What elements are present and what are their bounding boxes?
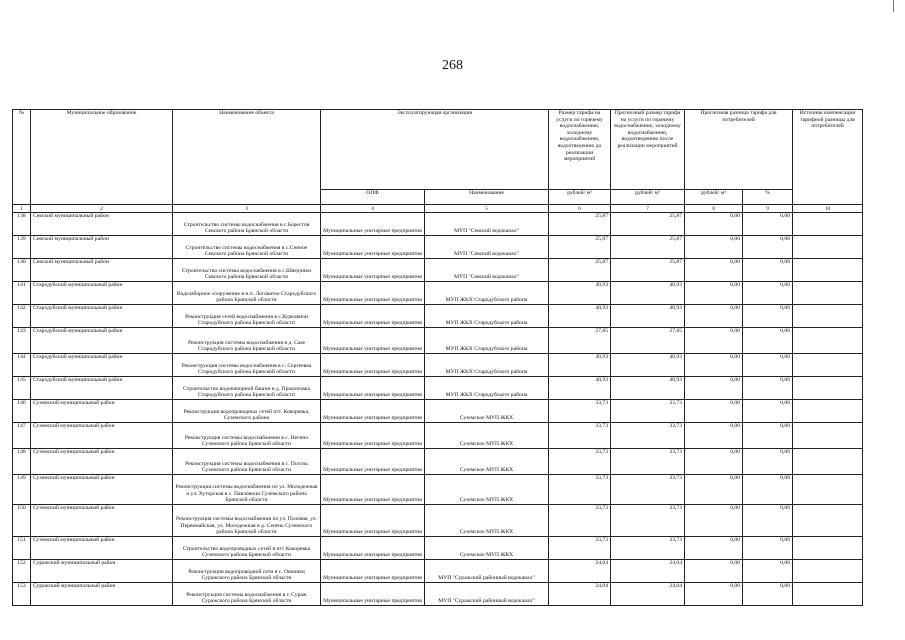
opf-cell: Муниципальные унитарные предприятия bbox=[321, 377, 425, 400]
object-cell: Реконструкция системы водоснабжения в г. Сураж Суражского района Брянской области bbox=[173, 583, 321, 606]
municipality-cell: Суражский муниципальный район bbox=[31, 560, 173, 583]
column-number-row bbox=[13, 205, 863, 213]
row-number: 138 bbox=[13, 213, 31, 236]
organization-cell: Суземское МУП ЖКХ bbox=[425, 423, 549, 449]
opf-cell: Муниципальные унитарные предприятия bbox=[321, 475, 425, 505]
forecast-cell: 25,87 bbox=[611, 236, 685, 259]
forecast-cell: 33,73 bbox=[611, 475, 685, 505]
difference-cell: 0,00 bbox=[685, 259, 743, 282]
forecast-cell: 27,85 bbox=[611, 328, 685, 354]
municipality-cell: Стародубский муниципальный район bbox=[31, 282, 173, 305]
difference-cell: 0,00 bbox=[685, 354, 743, 377]
opf-cell: Муниципальные унитарные предприятия bbox=[321, 259, 425, 282]
opf-cell: Муниципальные унитарные предприятия bbox=[321, 583, 425, 606]
source-cell bbox=[793, 282, 863, 305]
organization-cell: МУП "Севский водоканал" bbox=[425, 236, 549, 259]
column-number: 5 bbox=[425, 205, 549, 213]
forecast-cell: 40,93 bbox=[611, 377, 685, 400]
table-row bbox=[13, 583, 863, 606]
difference-cell: 0,00 bbox=[685, 423, 743, 449]
row-number: 143 bbox=[13, 328, 31, 354]
table-row bbox=[13, 282, 863, 305]
table-row bbox=[13, 236, 863, 259]
organization-cell: Суземское МУП ЖКХ bbox=[425, 537, 549, 560]
opf-cell: Муниципальные унитарные предприятия bbox=[321, 423, 425, 449]
organization-cell: МУП "Суражский районный водоканал" bbox=[425, 583, 549, 606]
table-row bbox=[13, 377, 863, 400]
opf-cell: Муниципальные унитарные предприятия bbox=[321, 213, 425, 236]
object-cell: Строительство водонапорной башни в д. Прокоповка Стародубского района Брянской области bbox=[173, 377, 321, 400]
header-unit-forecast: рублей/ м³ bbox=[611, 190, 685, 205]
difference-cell: 0,00 bbox=[685, 505, 743, 537]
source-cell bbox=[793, 400, 863, 423]
header-tariff: Размер тарифа на услуги по горячему водоснабжению, холодному водоснабжению, водоотведению до реализации мероприятий bbox=[549, 110, 611, 190]
municipality-cell: Стародубский муниципальный район bbox=[31, 328, 173, 354]
percent-cell: 0,00 bbox=[743, 400, 793, 423]
object-cell: Реконструкция водопроводных сетей пгт. Кокоревка, Суземского района bbox=[173, 400, 321, 423]
object-cell: Водозаборное сооружение в н.п. Логоватое Стародубского района Брянской области bbox=[173, 282, 321, 305]
column-number: 8 bbox=[685, 205, 743, 213]
forecast-cell: 40,93 bbox=[611, 354, 685, 377]
difference-cell: 0,00 bbox=[685, 583, 743, 606]
object-cell: Строительство системы водоснабжения в с.Шведчики Севского района Брянской области bbox=[173, 259, 321, 282]
tariff-cell: 33,73 bbox=[549, 505, 611, 537]
source-cell bbox=[793, 213, 863, 236]
table-row bbox=[13, 423, 863, 449]
opf-cell: Муниципальные унитарные предприятия bbox=[321, 282, 425, 305]
object-cell: Строительство системы водоснабжения в с.Берестов Севского района Брянской области bbox=[173, 213, 321, 236]
organization-cell: МУП ЖКХ Стародубского района bbox=[425, 354, 549, 377]
organization-cell: МУП "Севский водоканал" bbox=[425, 259, 549, 282]
table-body bbox=[13, 213, 863, 606]
organization-cell: Суземское МУП ЖКХ bbox=[425, 400, 549, 423]
municipality-cell: Суземский муниципальный район bbox=[31, 449, 173, 475]
municipality-cell: Севский муниципальный район bbox=[31, 213, 173, 236]
municipality-cell: Стародубский муниципальный район bbox=[31, 377, 173, 400]
tariff-table bbox=[12, 109, 863, 606]
organization-cell: МУП ЖКХ Стародубского района bbox=[425, 328, 549, 354]
tariff-cell: 40,93 bbox=[549, 282, 611, 305]
row-number: 139 bbox=[13, 236, 31, 259]
percent-cell: 0,00 bbox=[743, 377, 793, 400]
source-cell bbox=[793, 423, 863, 449]
organization-cell: Суземское МУП ЖКХ bbox=[425, 449, 549, 475]
difference-cell: 0,00 bbox=[685, 400, 743, 423]
header-forecast: Прогнозный размер тарифа на услуги по горячему водоснабжению, холодному водоснабжению, водоотведению после реализации мероприятий bbox=[611, 110, 685, 190]
difference-cell: 0,00 bbox=[685, 305, 743, 328]
difference-cell: 0,00 bbox=[685, 537, 743, 560]
table-row bbox=[13, 475, 863, 505]
row-number: 148 bbox=[13, 449, 31, 475]
organization-cell: МУП ЖКХ Стародубского района bbox=[425, 305, 549, 328]
source-cell bbox=[793, 505, 863, 537]
tariff-cell: 40,93 bbox=[549, 354, 611, 377]
source-cell bbox=[793, 537, 863, 560]
object-cell: Реконструкция водопроводной сети в с. Овчинец Суражского района Брянской области bbox=[173, 560, 321, 583]
header-opf: ОПФ bbox=[321, 190, 425, 205]
difference-cell: 0,00 bbox=[685, 213, 743, 236]
percent-cell: 0,00 bbox=[743, 213, 793, 236]
opf-cell: Муниципальные унитарные предприятия bbox=[321, 537, 425, 560]
forecast-cell: 33,73 bbox=[611, 505, 685, 537]
tariff-cell: 33,73 bbox=[549, 475, 611, 505]
table-row bbox=[13, 400, 863, 423]
percent-cell: 0,00 bbox=[743, 259, 793, 282]
object-cell: Строительство водопроводных сетей в пгт Кокоревка Суземского района Брянской области bbox=[173, 537, 321, 560]
opf-cell: Муниципальные унитарные предприятия bbox=[321, 354, 425, 377]
organization-cell: Суземское МУП ЖКХ bbox=[425, 475, 549, 505]
row-number: 144 bbox=[13, 354, 31, 377]
object-cell: Реконструкция системы водоснабжения в с. Сергеевка Стародубского района Брянской области bbox=[173, 354, 321, 377]
difference-cell: 0,00 bbox=[685, 449, 743, 475]
source-cell bbox=[793, 236, 863, 259]
tariff-cell: 33,73 bbox=[549, 400, 611, 423]
percent-cell: 0,00 bbox=[743, 305, 793, 328]
forecast-cell: 33,73 bbox=[611, 423, 685, 449]
table-row bbox=[13, 505, 863, 537]
column-number: 10 bbox=[793, 205, 863, 213]
column-number: 7 bbox=[611, 205, 685, 213]
municipality-cell: Суражский муниципальный район bbox=[31, 583, 173, 606]
forecast-cell: 24,04 bbox=[611, 583, 685, 606]
opf-cell: Муниципальные унитарные предприятия bbox=[321, 400, 425, 423]
opf-cell: Муниципальные унитарные предприятия bbox=[321, 328, 425, 354]
forecast-cell: 24,04 bbox=[611, 560, 685, 583]
row-number: 151 bbox=[13, 537, 31, 560]
header-unit-tariff: рублей/ м³ bbox=[549, 190, 611, 205]
header-operator: Эксплуатирующая организация bbox=[321, 110, 549, 190]
percent-cell: 0,00 bbox=[743, 583, 793, 606]
header-percent: % bbox=[743, 190, 793, 205]
header-object: Наименование объекта bbox=[173, 110, 321, 205]
percent-cell: 0,00 bbox=[743, 449, 793, 475]
organization-cell: МУП "Севский водоканал" bbox=[425, 213, 549, 236]
source-cell bbox=[793, 475, 863, 505]
object-cell: Реконструкция системы водоснабжения в д. Case Стародубского района Брянской области bbox=[173, 328, 321, 354]
column-number: 6 bbox=[549, 205, 611, 213]
percent-cell: 0,00 bbox=[743, 537, 793, 560]
percent-cell: 0,00 bbox=[743, 328, 793, 354]
organization-cell: МУП ЖКХ Стародубского района bbox=[425, 282, 549, 305]
source-cell bbox=[793, 583, 863, 606]
forecast-cell: 40,93 bbox=[611, 305, 685, 328]
table-row bbox=[13, 354, 863, 377]
forecast-cell: 25,87 bbox=[611, 259, 685, 282]
object-cell: Строительство системы водоснабжения в с.Сеннoe Севского района Брянской области bbox=[173, 236, 321, 259]
percent-cell: 0,00 bbox=[743, 505, 793, 537]
forecast-cell: 40,93 bbox=[611, 282, 685, 305]
row-number: 146 bbox=[13, 400, 31, 423]
row-number: 145 bbox=[13, 377, 31, 400]
tariff-cell: 25,87 bbox=[549, 213, 611, 236]
header-municipality: Муниципальное образование bbox=[31, 110, 173, 205]
tariff-cell: 25,87 bbox=[549, 236, 611, 259]
row-number: 140 bbox=[13, 259, 31, 282]
header-no: № bbox=[13, 110, 31, 205]
column-number: 1 bbox=[13, 205, 31, 213]
municipality-cell: Суземский муниципальный район bbox=[31, 400, 173, 423]
tariff-cell: 40,93 bbox=[549, 305, 611, 328]
opf-cell: Муниципальные унитарные предприятия bbox=[321, 305, 425, 328]
header-difference: Прогнозная разница тарифа для потребителей bbox=[685, 110, 793, 190]
municipality-cell: Стародубский муниципальный район bbox=[31, 305, 173, 328]
object-cell: Реконструкция системы водоснабжения в с. Негино Суземского района Брянской области bbox=[173, 423, 321, 449]
municipality-cell: Суземский муниципальный район bbox=[31, 423, 173, 449]
table-row bbox=[13, 213, 863, 236]
source-cell bbox=[793, 305, 863, 328]
row-number: 141 bbox=[13, 282, 31, 305]
difference-cell: 0,00 bbox=[685, 560, 743, 583]
header-unit-difference: рублей/ м³ bbox=[685, 190, 743, 205]
object-cell: Реконструкция системы водоснабжения в с. Поголь Суземского района Брянской области bbox=[173, 449, 321, 475]
organization-cell: МУП ЖКХ Стародубского района bbox=[425, 377, 549, 400]
forecast-cell: 33,73 bbox=[611, 449, 685, 475]
column-number: 3 bbox=[173, 205, 321, 213]
opf-cell: Муниципальные унитарные предприятия bbox=[321, 449, 425, 475]
percent-cell: 0,00 bbox=[743, 423, 793, 449]
percent-cell: 0,00 bbox=[743, 236, 793, 259]
municipality-cell: Суземский муниципальный район bbox=[31, 537, 173, 560]
source-cell bbox=[793, 354, 863, 377]
row-number: 147 bbox=[13, 423, 31, 449]
row-number: 150 bbox=[13, 505, 31, 537]
table-row bbox=[13, 259, 863, 282]
percent-cell: 0,00 bbox=[743, 354, 793, 377]
municipality-cell: Стародубский муниципальный район bbox=[31, 354, 173, 377]
municipality-cell: Севский муниципальный район bbox=[31, 236, 173, 259]
municipality-cell: Суземский муниципальный район bbox=[31, 505, 173, 537]
difference-cell: 0,00 bbox=[685, 475, 743, 505]
row-number: 153 bbox=[13, 583, 31, 606]
object-cell: Реконструкция системы водоснабжения по ул. Молодежная и ул. Хуторская в с. Павловичи Суземского района Брянской области bbox=[173, 475, 321, 505]
difference-cell: 0,00 bbox=[685, 236, 743, 259]
source-cell bbox=[793, 328, 863, 354]
source-cell bbox=[793, 259, 863, 282]
table-row bbox=[13, 560, 863, 583]
organization-cell: Суземское МУП ЖКХ bbox=[425, 505, 549, 537]
opf-cell: Муниципальные унитарные предприятия bbox=[321, 560, 425, 583]
source-cell bbox=[793, 377, 863, 400]
percent-cell: 0,00 bbox=[743, 282, 793, 305]
tariff-cell: 33,73 bbox=[549, 537, 611, 560]
row-number: 152 bbox=[13, 560, 31, 583]
table-row bbox=[13, 305, 863, 328]
forecast-cell: 33,73 bbox=[611, 400, 685, 423]
source-cell bbox=[793, 560, 863, 583]
tariff-cell: 33,73 bbox=[549, 423, 611, 449]
object-cell: Реконструкция сетей водоснабжения в с.Курковичи Стародубского района Брянской области bbox=[173, 305, 321, 328]
tariff-cell: 25,87 bbox=[549, 259, 611, 282]
percent-cell: 0,00 bbox=[743, 560, 793, 583]
municipality-cell: Суземский муниципальный район bbox=[31, 475, 173, 505]
source-cell bbox=[793, 449, 863, 475]
table-row bbox=[13, 328, 863, 354]
header-source: Источник компенсации тарифной разницы для потребителей bbox=[793, 110, 863, 205]
organization-cell: МУП "Суражский районный водоканал" bbox=[425, 560, 549, 583]
opf-cell: Муниципальные унитарные предприятия bbox=[321, 505, 425, 537]
tariff-cell: 33,73 bbox=[549, 449, 611, 475]
tariff-cell: 27,85 bbox=[549, 328, 611, 354]
difference-cell: 0,00 bbox=[685, 377, 743, 400]
column-number: 4 bbox=[321, 205, 425, 213]
object-cell: Реконструкция системы водоснабжения по ул. Полевая, ул. Первомайская, ул. Молодежная в д. Сепечь Суземского района Брянской области bbox=[173, 505, 321, 537]
difference-cell: 0,00 bbox=[685, 328, 743, 354]
column-number: 9 bbox=[743, 205, 793, 213]
municipality-cell: Севский муниципальный район bbox=[31, 259, 173, 282]
forecast-cell: 25,87 bbox=[611, 213, 685, 236]
forecast-cell: 33,73 bbox=[611, 537, 685, 560]
table-row bbox=[13, 449, 863, 475]
row-number: 149 bbox=[13, 475, 31, 505]
header-name: Наименование bbox=[425, 190, 549, 205]
difference-cell: 0,00 bbox=[685, 282, 743, 305]
opf-cell: Муниципальные унитарные предприятия bbox=[321, 236, 425, 259]
row-number: 142 bbox=[13, 305, 31, 328]
page-number: 268 bbox=[442, 58, 463, 73]
table-row bbox=[13, 537, 863, 560]
tariff-cell: 24,04 bbox=[549, 583, 611, 606]
column-number: 2 bbox=[31, 205, 173, 213]
tariff-cell: 24,04 bbox=[549, 560, 611, 583]
tariff-cell: 40,93 bbox=[549, 377, 611, 400]
scan-edge-mark bbox=[893, 0, 894, 12]
percent-cell: 0,00 bbox=[743, 475, 793, 505]
